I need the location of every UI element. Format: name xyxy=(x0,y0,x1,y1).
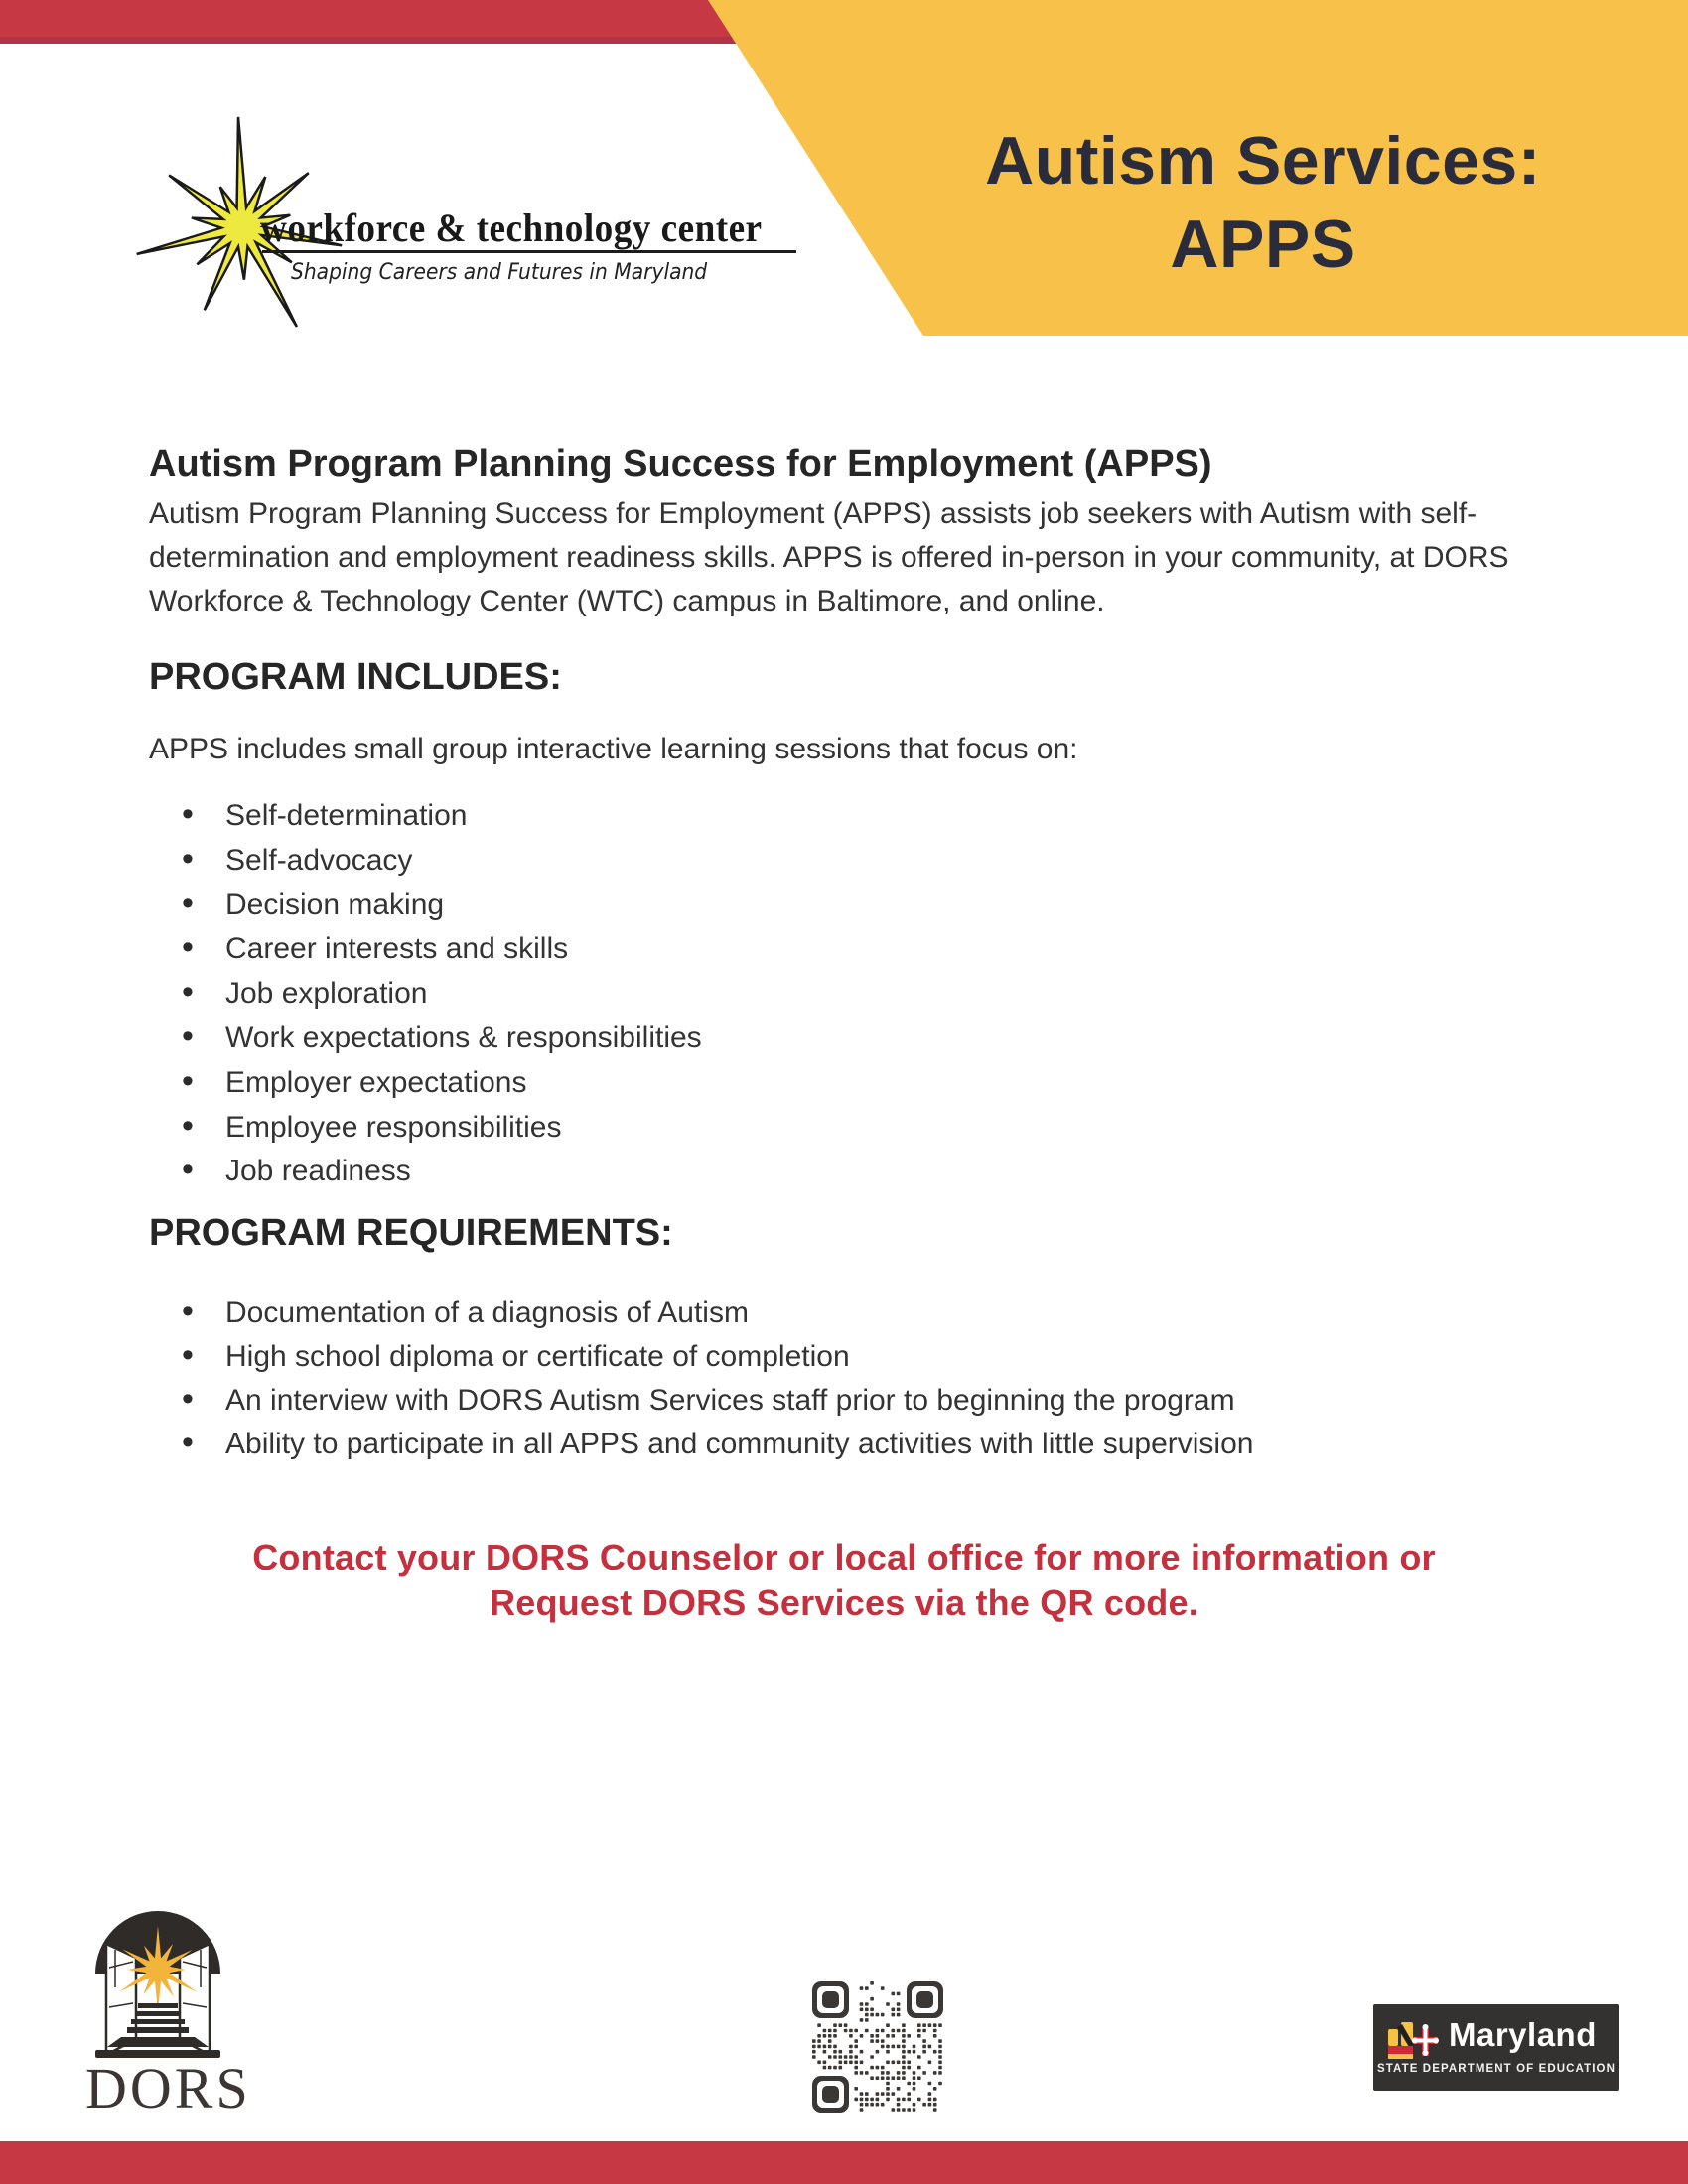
page-title: Autism Program Planning Success for Employment (APPS) xyxy=(149,443,1212,484)
dors-doorway-icon xyxy=(85,1888,230,2062)
list-item: • Employee responsibilities xyxy=(149,1106,1589,1151)
list-item: • Career interests and skills xyxy=(149,927,1589,972)
list-item: • Self-advocacy xyxy=(149,839,1589,884)
maryland-flag-icon xyxy=(1386,2020,1440,2066)
list-item: • Job readiness xyxy=(149,1150,1589,1194)
banner-title-line2: APPS xyxy=(1170,206,1356,282)
banner-title-line1: Autism Services: xyxy=(985,123,1541,199)
includes-lead: APPS includes small group interactive learning sessions that focus on: xyxy=(149,733,1078,765)
list-item: • Decision making xyxy=(149,884,1589,928)
intro-paragraph: Autism Program Planning Success for Employment (APPS) assists job seekers with Autism with self-determination and employment readiness skills. APPS is offered in-person in your community, at DORS Workforce & Technology Center (WTC) campus in Baltimore, and online. xyxy=(149,497,1509,617)
qr-code xyxy=(804,1974,951,2120)
wtc-underline xyxy=(262,250,796,253)
contact-line1: Contact your DORS Counselor or local office for more information or xyxy=(252,1537,1436,1577)
msde-subtitle: STATE DEPARTMENT OF EDUCATION xyxy=(1377,2063,1616,2075)
list-item: • Self-determination xyxy=(149,794,1589,839)
wtc-brand-text: workforce & technology center xyxy=(260,205,763,250)
list-item: • Employer expectations xyxy=(149,1061,1589,1106)
includes-heading: PROGRAM INCLUDES: xyxy=(149,656,562,698)
msde-name: Maryland xyxy=(1449,2016,1597,2053)
requirements-heading: PROGRAM REQUIREMENTS: xyxy=(149,1212,673,1254)
list-item: • Job exploration xyxy=(149,972,1589,1017)
list-item: • An interview with DORS Autism Services staff prior to beginning the program xyxy=(149,1379,1589,1423)
contact-callout xyxy=(99,1535,1589,1626)
list-item: • High school diploma or certificate of completion xyxy=(149,1335,1589,1379)
banner-title xyxy=(866,119,1660,286)
footer-red-bar xyxy=(0,2141,1688,2184)
msde-logo xyxy=(1373,2004,1619,2091)
list-item: • Ability to participate in all APPS and community activities with little supervision xyxy=(149,1423,1589,1466)
wtc-tagline: Shaping Careers and Futures in Maryland xyxy=(291,260,708,285)
requirements-list xyxy=(149,1292,1589,1466)
includes-list xyxy=(149,794,1589,1194)
contact-line2: Request DORS Services via the QR code. xyxy=(490,1582,1198,1623)
list-item: • Documentation of a diagnosis of Autism xyxy=(149,1292,1589,1335)
list-item: • Work expectations & responsibilities xyxy=(149,1017,1589,1061)
dors-logo-text: DORS xyxy=(85,2056,251,2120)
